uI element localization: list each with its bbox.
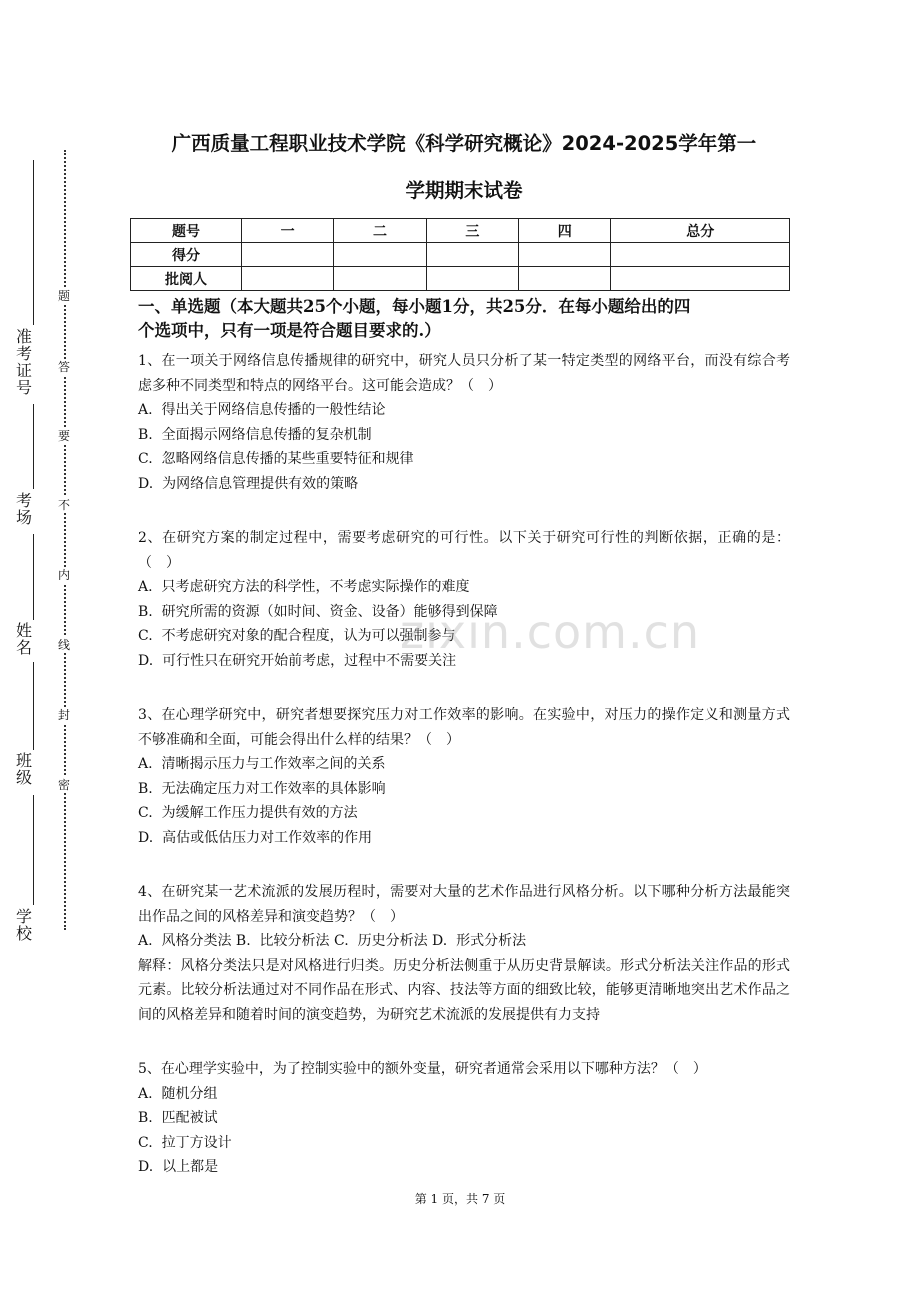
option-a: A. 清晰揭示压力与工作效率之间的关系 <box>138 756 386 772</box>
score-cell[interactable] <box>611 243 790 267</box>
binding-dotted-line <box>64 150 66 930</box>
field-label-school: 学 校 <box>15 907 32 943</box>
watermark: zixin.com.cn <box>400 605 701 659</box>
spacer <box>138 1027 790 1051</box>
field-label-name: 姓 名 <box>15 621 32 657</box>
field-line-exam-room <box>33 404 34 489</box>
score-cell[interactable] <box>426 267 518 291</box>
seal-char: 线 <box>57 638 70 652</box>
question-1 <box>138 349 790 496</box>
section-heading-line2: 个选项中，只有一项是符合题目要求的.） <box>138 321 441 340</box>
score-cell[interactable] <box>519 243 611 267</box>
seal-char: 不 <box>57 498 70 512</box>
score-row-label: 得分 <box>131 243 242 267</box>
score-header-cell: 三 <box>426 219 518 243</box>
binding-margin <box>0 0 100 1302</box>
field-label-class: 班 级 <box>15 751 32 787</box>
field-line-exam-number <box>33 160 34 325</box>
option-a: A. 只考虑研究方法的科学性，不考虑实际操作的难度 <box>138 579 470 595</box>
option-d: D. 可行性只在研究开始前考虑，过程中不需要关注 <box>138 652 457 669</box>
option-c: C. 忽略网络信息传播的某些重要特征和规律 <box>138 451 414 467</box>
spacer <box>138 850 790 874</box>
seal-char: 密 <box>57 778 70 792</box>
seal-char: 封 <box>57 708 70 722</box>
exam-title-line1: 广西质量工程职业技术学院《科学研究概论》2024-2025学年第一 <box>171 132 757 155</box>
score-table <box>130 218 790 291</box>
score-table-header <box>131 219 790 243</box>
score-cell[interactable] <box>334 243 426 267</box>
question-3 <box>138 703 790 850</box>
option-c: C. 不考虑研究对象的配合程度，认为可以强制参与 <box>138 628 456 644</box>
question-text: 3、在心理学研究中，研究者想要探究压力对工作效率的影响。在实验中，对压力的操作定义和测量方式不够准确和全面，可能会得出什么样的结果？（ ） <box>138 707 790 748</box>
option-d: D. 为网络信息管理提供有效的策略 <box>138 475 359 492</box>
option-b: B. 研究所需的资源（如时间、资金、设备）能够得到保障 <box>138 603 498 620</box>
score-table-row <box>131 267 790 291</box>
question-text: 5、在心理学实验中，为了控制实验中的额外变量，研究者通常会采用以下哪种方法？（ ） <box>138 1061 707 1077</box>
option-a: A. 得出关于网络信息传播的一般性结论 <box>138 402 386 418</box>
question-text: 4、在研究某一艺术流派的发展历程时，需要对大量的艺术作品进行风格分析。以下哪种分析方法最能突出作品之间的风格差异和演变趋势？（ ） <box>138 884 790 925</box>
option-d: D. 高估或低估压力对工作效率的作用 <box>138 829 373 846</box>
field-label-exam-number: 准 考 证 号 <box>15 327 32 397</box>
field-label-exam-room: 考 场 <box>15 491 32 527</box>
option-b: B. 无法确定压力对工作效率的具体影响 <box>138 780 386 797</box>
seal-char: 内 <box>57 568 70 582</box>
score-table-row <box>131 243 790 267</box>
field-line-class <box>33 662 34 750</box>
score-cell[interactable] <box>426 243 518 267</box>
question-text: 1、在一项关于网络信息传播规律的研究中，研究人员只分析了某一特定类型的网络平台，而没有综合考虑多种不同类型和特点的网络平台。这可能会造成？（ ） <box>138 353 790 394</box>
section-heading <box>138 295 790 343</box>
field-line-name <box>33 534 34 620</box>
question-4 <box>138 880 790 1027</box>
score-cell[interactable] <box>242 243 334 267</box>
seal-char: 要 <box>57 429 70 443</box>
exam-title-line2: 学期期末试卷 <box>405 179 523 202</box>
exam-title <box>138 120 790 214</box>
score-cell[interactable] <box>242 267 334 291</box>
question-5 <box>138 1057 790 1180</box>
option-b: B. 全面揭示网络信息传播的复杂机制 <box>138 426 372 443</box>
score-cell[interactable] <box>611 267 790 291</box>
score-header-cell: 一 <box>242 219 334 243</box>
score-header-cell: 总分 <box>611 219 790 243</box>
option-d: D. 以上都是 <box>138 1159 219 1175</box>
seal-char: 题 <box>57 289 70 303</box>
option-b: B. 匹配被试 <box>138 1110 218 1126</box>
score-header-cell: 二 <box>334 219 426 243</box>
seal-char: 答 <box>57 360 70 374</box>
option-c: C. 拉丁方设计 <box>138 1134 232 1151</box>
score-row-label: 批阅人 <box>131 267 242 291</box>
explanation: 解释：风格分类法只是对风格进行归类。历史分析法侧重于从历史背景解读。形式分析法关注作品的形式元素。比较分析法通过对不同作品在形式、内容、技法等方面的细致比较，能够更清晰地突出艺术作品之间的风格差异和随着时间的演变趋势，为研究艺术流派的发展提供有力支持 <box>138 957 790 1023</box>
options-inline: A. 风格分类法 B. 比较分析法 C. 历史分析法 D. 形式分析法 <box>138 933 527 949</box>
score-cell[interactable] <box>334 267 426 291</box>
option-c: C. 为缓解工作压力提供有效的方法 <box>138 805 358 821</box>
spacer <box>138 673 790 697</box>
page-footer: 第 1 页，共 7 页 <box>414 1192 506 1206</box>
field-line-school <box>33 795 34 905</box>
score-cell[interactable] <box>519 267 611 291</box>
score-header-cell: 题号 <box>131 219 242 243</box>
question-text: 2、在研究方案的制定过程中，需要考虑研究的可行性。以下关于研究可行性的判断依据，正确的是：（ ） <box>138 530 790 571</box>
option-a: A. 随机分组 <box>138 1085 218 1102</box>
score-header-cell: 四 <box>519 219 611 243</box>
spacer <box>138 496 790 520</box>
section-heading-line1: 一、单选题（本大题共25个小题，每小题1分，共25分．在每小题给出的四 <box>138 297 691 316</box>
